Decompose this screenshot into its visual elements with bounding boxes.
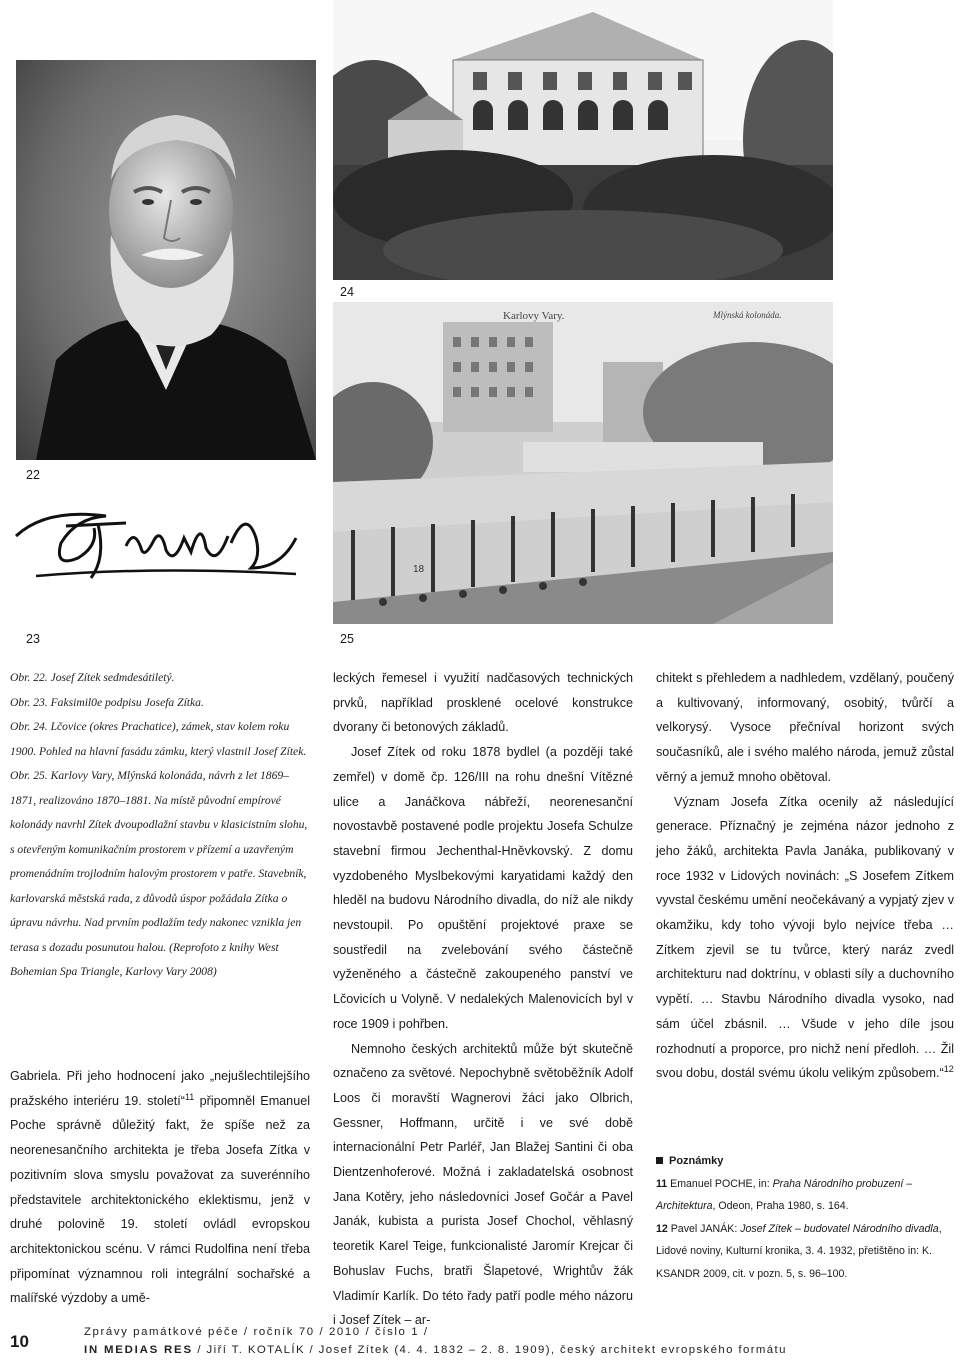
colonnade-postcard bbox=[333, 302, 833, 624]
caption-24: Obr. 24. Lčovice (okres Prachatice), zámek, stav kolem roku 1900. Pohled na hlavní fasádu zámku, který vlastnil Josef Zítek. bbox=[10, 720, 307, 758]
figure-22-label: 22 bbox=[26, 468, 40, 482]
footnote-ref-12[interactable]: 12 bbox=[943, 1064, 954, 1075]
figure-23-label: 23 bbox=[26, 632, 40, 646]
footnote-12: 12 Pavel JANÁK: Josef Zítek – budovatel Národního divadla, Lidové noviny, Kulturní kronika, 3. 4. 1932, přetištěno in: K. KSANDR 2009, cit. v pozn. 5, s. 96–100. bbox=[656, 1222, 942, 1280]
caption-25: Obr. 25. Karlovy Vary, Mlýnská kolonáda, návrh z let 1869–1871, realizováno 1870–1881. Na místě původní empírové kolonády navrhl Zítek dvoupodlažní stavbu v klasicistním slohu, s otevřeným komunikačním prostorem v přízemí a uzavřeným promenádním trojlodním halovým prostorem v patře. Stavebník, karlovarská městská rada, z důvodů úspor požádala Zítka o úpravu návrhu. Nad prvním podlažím tedy nakonec vznikla jen terasa s dozadu posunutou halou. (Reprofoto z knihy West Bohemian Spa Triangle, Karlovy Vary 2008) bbox=[10, 769, 308, 978]
portrait-photo bbox=[16, 60, 316, 460]
article-line: IN MEDIAS RES / Jiří T. KOTALÍK / Josef Zítek (4. 4. 1832 – 2. 8. 1909), český architekt evropského formátu bbox=[84, 1344, 787, 1356]
footnote-11: 11 Emanuel POCHE, in: Praha Národního probuzení – Architektura, Odeon, Praha 1980, s. 164. bbox=[656, 1177, 913, 1212]
footnote-ref-11[interactable]: 11 bbox=[184, 1091, 195, 1102]
postcard-caption-left: Karlovy Vary. bbox=[503, 310, 565, 322]
paragraph: Josef Zítek od roku 1878 bydlel (a později také zemřel) v domě čp. 126/III na rohu dnešní Vítězné ulice a Janáčkova nábřeží, neorenesanční novostavbě postavené podle projektu Josefa Schulze stavební firmou Jechenthal-Hněvkovský. Z domu vyzdobeného Myslbekovými karyatidami každý den hleděl na budovu Národního divadla, do níž ale nikdy nevstoupil. Po opuštění projektové praxe se soustředil na zvelebování svého částečně vyženěného a částečně zakoupeného panství ve Lčovicích u Volyně. V nedalekých Malenovicích byl v roce 1909 i pohřben. bbox=[333, 745, 633, 1031]
postcard-caption-right: Mlýnská kolonáda. bbox=[713, 310, 782, 320]
paragraph: Nemnoho českých architektů může být skutečně označeno za světové. Nepochybně světoběžník Adolf Loos či moravští Wagnerovi žáci jako Olbrich, Gessner, Hoffmann, určitě i ve své době internacionální Petr Parléř, Jan Blažej Santini či oba Dientzenhoferové. Možná i zakladatelská osobnost Jana Kotěry, jeho následovníci Josef Gočár a Pavel Janák, kubista a purista Josef Chochol, věhlasný teoretik Karel Teige, funkcionalisté Jaromír Krejcar či Bohuslav Fuchs, bratři Šlapetové, Wrightův žák Vladimír Karlík. Do této řady patří podle mého názoru i Josef Zítek – ar- bbox=[333, 1041, 633, 1328]
body-column-1 bbox=[10, 1064, 310, 1311]
figure-captions bbox=[10, 666, 310, 985]
caption-23: Obr. 23. Faksimil0e podpisu Josefa Zítka. bbox=[10, 695, 204, 709]
chateau-photo bbox=[333, 0, 833, 280]
signature-facsimile bbox=[6, 488, 311, 598]
postcard-inset-number: 18 bbox=[413, 564, 425, 575]
figure-24-label: 24 bbox=[340, 285, 354, 299]
notes-heading: Poznámky bbox=[656, 1150, 954, 1173]
square-bullet-icon bbox=[656, 1157, 663, 1164]
paragraph: Gabriela. Při jeho hodnocení jako „nejušlechtilejšího pražského interiéru 19. století“$^{11}$ připomněl Emanuel Poche správně důležitý fakt, že spíše než za neorenesančního architekta je třeba Josefa Zítka v pozitivním slova smyslu považovat za suverénního představitele architektonického eklektismu, jenž v druhé polovině 19. století ovládl evropskou architektonickou scénu. V rámci Rudolfina není třeba připomínat významnou roli integrální sochařské a malířské výzdoby a umě- bbox=[10, 1069, 310, 1306]
journal-line: Zprávy památkové péče / ročník 70 / 2010 / číslo 1 / bbox=[84, 1326, 429, 1338]
page-number: 10 bbox=[10, 1332, 29, 1351]
figure-25-label: 25 bbox=[340, 632, 354, 646]
paragraph: chitekt s přehledem a nadhledem, vzdělaný, poučený a kultivovaný, informovaný, osobitý, tvůrčí a velkorysý. Vysoce přečníval horizont svých současníků, ale i svého malého národa, jemuž zůstal věrný a jemuž mnoho obětoval. bbox=[656, 671, 954, 784]
caption-22: Obr. 22. Josef Zítek sedmdesátiletý. bbox=[10, 671, 175, 684]
paragraph: Význam Josefa Zítka ocenily až následující generace. Příznačný je zejména názor jednoho z jeho žáků, architekta Pavla Janáka, publikovaný v roce 1932 v Lidových novinách: „S Josefem Zítkem vyvstal českému umění neočekávaný a vypjatý zjev v okamžiku, kdy toho vývoji bylo nejvíce třeba … Zítkem zjevil se tu tvůrce, který naráz zvedl architekturu nad doktrínu, v oblasti síly a duchovního vypětí. … Stavbu Národního divadla vysoko, nad sám účel zbásnil. … Všude v jeho díle jsou rozhodnutí a proporce, pro nichž není předloh. … Žil svou dobu, dostál svému úkolu velikým způsobem.“$^{12}$ bbox=[656, 794, 954, 1081]
body-column-2 bbox=[333, 666, 633, 1333]
footnotes bbox=[656, 1150, 954, 1285]
paragraph: leckých řemesel i využití nadčasových technických prvků, například prosklené ocelové konstrukce dvorany či betonových základů. bbox=[333, 671, 633, 735]
body-column-3 bbox=[656, 666, 954, 1086]
